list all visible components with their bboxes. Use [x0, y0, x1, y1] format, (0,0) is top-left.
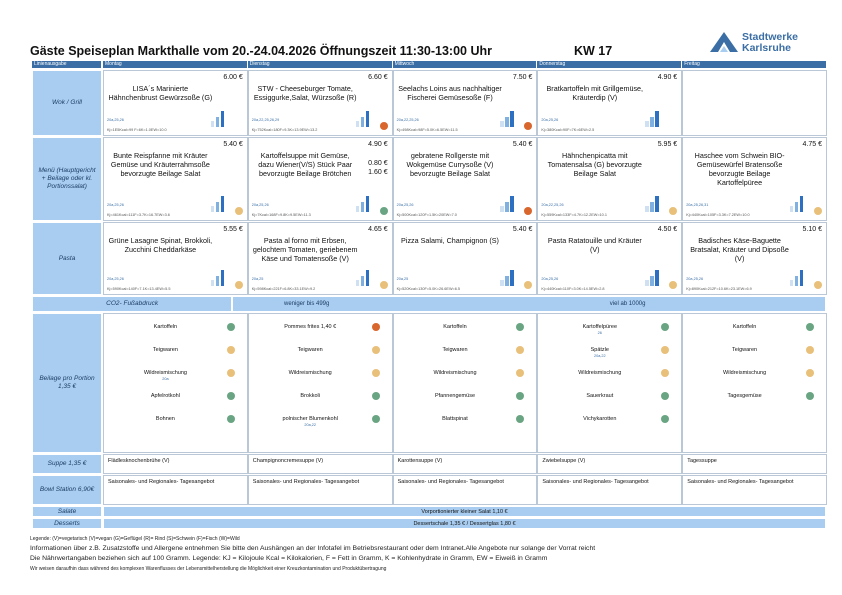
side-dish-item [538, 343, 681, 365]
nutrition-info: Kj=461Kcal=111F=3.7K=16.7EW=3.6 [107, 213, 170, 217]
beilagen-cell [103, 313, 248, 453]
bowl-text: Saisonales- und Regionales- Tagesangebot [108, 479, 215, 485]
rating-dot-icon [372, 392, 380, 400]
rating-dot-icon [235, 281, 243, 289]
side-dish-item [104, 412, 247, 434]
allergen-codes: 20a,25,26 [541, 277, 559, 281]
rating-dot-icon [814, 281, 822, 289]
co2-rating-icon [645, 196, 663, 212]
price: 5.55 € [223, 226, 243, 233]
side-dish-item [394, 389, 537, 411]
side-dish-name: Kartoffeln [153, 324, 178, 330]
side-dish-item [104, 366, 247, 388]
co2-bar [366, 270, 370, 286]
price: 4.50 € [657, 226, 678, 233]
rating-dot-icon [372, 415, 380, 423]
desserts-row [32, 518, 826, 529]
rating-dot-icon [661, 415, 669, 423]
side-dish-item [104, 343, 247, 365]
side-dish-name: Teigwaren [442, 347, 468, 353]
info-nutrition: Die Nährwertangaben beziehen sich auf 100 Gramm. Legende: KJ = Kilojoule Kcal = Kilokalorien, F = Fett in Gramm, K = Kohlenhydrate in Gramm, EW = Eiweiß in Gramm [30, 555, 548, 562]
stadtwerke-logo [708, 30, 818, 60]
co2-bar [356, 280, 360, 286]
wok-cell [248, 70, 393, 136]
side-dish-name: Wildreismischung [143, 370, 187, 376]
wok-cell [537, 70, 682, 136]
column-header-4: Freitag [682, 61, 827, 68]
bowl-text: Saisonales- und Regionales- Tagesangebot [542, 479, 649, 485]
side-dish-item [104, 389, 247, 411]
salate-row [32, 506, 826, 517]
suppe-cell [248, 454, 393, 474]
side-dish-item [249, 366, 392, 388]
side-dish-allergens: 26 [597, 331, 602, 335]
rating-dot-icon [661, 323, 669, 331]
logo-line1: Stadtwerke [742, 31, 799, 43]
column-header-0: Montag [103, 61, 248, 68]
side-dish-item [249, 320, 392, 342]
rating-dot-icon [814, 207, 822, 215]
page-title [30, 44, 613, 58]
co2-bar [510, 196, 514, 212]
co2-rating-icon [211, 270, 229, 286]
wok-cell [393, 70, 538, 136]
pasta-cell [248, 222, 393, 295]
suppe-text: Champignoncremesuppe (V) [252, 458, 324, 464]
header-row [32, 61, 826, 69]
beilagen-row [32, 313, 826, 453]
side-dish-item [538, 366, 681, 388]
column-header-1: Dienstag [248, 61, 393, 68]
rating-dot-icon [516, 369, 524, 377]
desserts-text: Dessertschale 1,35 € / Dessertglas 1,80 € [413, 521, 516, 527]
side-dish-allergens: 20a,22 [304, 423, 316, 427]
nutrition-info: Kj=380Kcal=90F=7K=6EW=2.5 [541, 128, 595, 132]
rating-dot-icon [227, 415, 235, 423]
side-dish-name: Vichykarotten [583, 416, 617, 422]
co2-bar [505, 202, 509, 212]
menu-cell [393, 137, 538, 221]
side-dish-item [683, 389, 826, 411]
side-dish-name: Spätzle [590, 347, 609, 353]
co2-bar [361, 202, 365, 212]
co2-bar [221, 111, 225, 127]
co2-bar [505, 276, 509, 286]
allergen-codes: 20a,25,26,31 [686, 203, 709, 207]
rating-dot-icon [516, 323, 524, 331]
co2-bar [211, 121, 215, 127]
beilagen-row-label: Beilage pro Portion 1,35 € [32, 313, 102, 453]
side-dish-name: Teigwaren [152, 347, 178, 353]
dish-name: Kartoffelsuppe mit Gemüse, dazu Wiener(V/S) Stück Paar bevorzugte Beilage Brötchen [258, 151, 353, 178]
menu-row [32, 137, 826, 221]
bowl-cell [103, 475, 248, 505]
suppe-cell [537, 454, 682, 474]
rating-dot-icon [524, 207, 532, 215]
dish-name: Bratkartoffeln mit Grillgemüse, Kräuterdip (V) [546, 84, 644, 102]
nutrition-info: Kj=590Kcal=140F=7.1K=13.4EW=5.5 [107, 287, 171, 291]
beilagen-cell [537, 313, 682, 453]
extra-price-single: 0.80 € [368, 160, 388, 167]
co2-bar [366, 111, 370, 127]
co2-rating-icon [645, 270, 663, 286]
side-dish-name: Pommes frites 1,40 € [284, 324, 337, 330]
rating-dot-icon [524, 281, 532, 289]
side-dish-item [394, 412, 537, 434]
co2-bar [211, 280, 215, 286]
co2-row-label: CO2- Fußabdruck [32, 296, 232, 312]
extra-price-pair: 1.60 € [368, 169, 388, 176]
co2-bar [505, 117, 509, 127]
co2-rating-icon [500, 111, 518, 127]
co2-bar [216, 202, 220, 212]
salate-text: Vorportionierter kleiner Salat 1,10 € [421, 509, 508, 515]
co2-bar [790, 280, 794, 286]
bowl-text: Saisonales- und Regionales- Tagesangebot [252, 479, 360, 485]
bowl-cell [248, 475, 393, 505]
pasta-cell [682, 222, 827, 295]
rating-dot-icon [516, 415, 524, 423]
column-header-2: Mittwoch [393, 61, 538, 68]
side-dish-name: Kartoffelpüree [582, 324, 618, 330]
nutrition-info: Kj=498Kcal=98F=5.0K=6.5EW=11.5 [396, 128, 458, 132]
co2-rating-icon [645, 111, 663, 127]
co2-bar [500, 121, 504, 127]
pasta-row-label: Pasta [32, 222, 102, 295]
nutrition-info: Kj=500Kcal=120F=1.5K=20EW=7.0 [396, 213, 457, 217]
rating-dot-icon [372, 369, 380, 377]
co2-bar [655, 196, 659, 212]
rating-dot-icon [806, 392, 814, 400]
rating-dot-icon [227, 392, 235, 400]
co2-rating-icon [356, 111, 374, 127]
price: 5.95 € [657, 141, 678, 148]
price: 5.40 € [223, 141, 243, 148]
side-dish-name: Tagesgemüse [727, 393, 762, 399]
allergen-codes: 20a,25,26 [107, 118, 124, 122]
allergen-codes: 20a,22,25,26,29 [251, 118, 280, 122]
dish-name: Haschee vom Schwein BIO-Gemüsewürfel Bratensoße bevorzugte Beilage Kartoffelpüree [694, 151, 785, 187]
price: 5.40 € [512, 141, 533, 148]
co2-rating-icon [790, 270, 808, 286]
rating-dot-icon [661, 369, 669, 377]
co2-rating-icon [356, 196, 374, 212]
side-dish-item [394, 366, 537, 388]
co2-bar [650, 117, 654, 127]
co2-bar [221, 196, 225, 212]
side-dish-item [249, 412, 392, 434]
nutrition-info: Kj=440Kcal=105F=3.3K=7.2EW=10.0 [686, 213, 750, 217]
co2-bar [790, 206, 794, 212]
rating-dot-icon [227, 369, 235, 377]
rating-dot-icon [661, 346, 669, 354]
logo-icon [708, 30, 740, 54]
rating-dot-icon [372, 323, 380, 331]
nutrition-info: Kj=7Kcal=168F=9.8K=9.5EW=11.3 [251, 213, 311, 217]
co2-bar [500, 280, 504, 286]
info-allergens: Informationen über z.B. Zusatzstoffe und Allergene entnehmen Sie bitte den Aushängen an der Infotafel im Betriebsrestaurant oder dem Intranet.Alle Angebote nur solange der Vorrat reicht [30, 545, 596, 552]
pasta-cell [103, 222, 248, 295]
side-dish-item [683, 343, 826, 365]
allergen-codes: 20a,25,26 [251, 203, 269, 207]
side-dish-item [394, 343, 537, 365]
dish-name: Badisches Käse-Baguette Bratsalat, Kräuter und Dipsoße (V) [690, 236, 789, 263]
nutrition-info: Kj=440Kcal=110F=3.0K=14.5EW=2.8 [541, 287, 605, 291]
rating-dot-icon [372, 346, 380, 354]
side-dish-allergens: 20a,22 [593, 354, 606, 358]
menu-row-label: Menü (Hauptgericht + Beilage oder kl. Portionssalat) [32, 137, 102, 221]
side-dish-name: polnischer Blumenkohl [282, 416, 338, 422]
side-dish-name: Blattspinat [442, 416, 468, 422]
week-number: KW 17 [574, 44, 613, 58]
rating-dot-icon [516, 392, 524, 400]
co2-bar [361, 117, 365, 127]
rating-dot-icon [806, 323, 814, 331]
rating-dot-icon [380, 281, 388, 289]
menu-cell [103, 137, 248, 221]
suppe-cell [393, 454, 538, 474]
pasta-cell [393, 222, 538, 295]
bowl-cell [682, 475, 827, 505]
dish-name: Hähnchenpicatta mit Tomatensalsa (G) bevorzugte Beilage Salat [547, 151, 642, 178]
side-dish-name: Kartoffeln [732, 324, 757, 330]
co2-bar [795, 276, 799, 286]
price: 5.10 € [802, 226, 822, 233]
wok-row [32, 70, 826, 136]
bowl-row [32, 475, 826, 505]
co2-rating-icon [211, 111, 229, 127]
side-dish-name: Wildreismischung [288, 370, 332, 376]
nutrition-info: Kj=890Kcal=212F=10.6K=23.1EW=6.9 [686, 287, 752, 291]
rating-dot-icon [806, 369, 814, 377]
co2-bar [361, 276, 365, 286]
side-dish-name: Wildreismischung [578, 370, 622, 376]
co2-bar [800, 196, 804, 212]
dish-name: Seelachs Loins aus nachhaltiger Fischerei Gemüsesoße (F) [398, 84, 502, 102]
co2-rating-icon [211, 196, 229, 212]
allergen-codes: 20a,25,26 [107, 277, 124, 281]
rating-dot-icon [806, 346, 814, 354]
co2-bar [645, 121, 649, 127]
suppe-row [32, 454, 826, 474]
suppe-text: Flädlesknochenbrühe (V) [108, 458, 170, 464]
price: 4.90 € [657, 74, 678, 81]
pasta-cell [537, 222, 682, 295]
side-dish-item [394, 320, 537, 342]
nutrition-info: Kj=559Kcal=133F=4.7K=12.2EW=10.1 [541, 213, 607, 217]
bowl-cell [537, 475, 682, 505]
menu-cell [248, 137, 393, 221]
co2-bar [650, 276, 654, 286]
co2-bar [655, 270, 659, 286]
co2-bar-background [232, 296, 826, 312]
bowl-text: Saisonales- und Regionales- Tagesangebot [397, 479, 504, 485]
side-dish-name: Wildreismischung [723, 370, 767, 376]
rating-dot-icon [516, 346, 524, 354]
suppe-cell [682, 454, 827, 474]
price: 4.65 € [368, 226, 388, 233]
side-dish-item [683, 320, 826, 342]
nutrition-info: Kj=520Kcal=130F=5.0K=26.6EW=6.5 [396, 287, 461, 291]
allergen-codes: 20a,22,25,26 [396, 118, 419, 122]
nutrition-info: Kj=752Kcal=180F=9.3K=13.9EW=13.2 [251, 128, 318, 132]
bowl-text: Saisonales- und Regionales- Tagesangebot [687, 479, 794, 485]
nutrition-info: Kj=1E5Kcal=99 F=6K=1.0EW=10.0 [107, 128, 167, 132]
suppe-text: Tagessuppe [687, 458, 717, 464]
menu-cell [537, 137, 682, 221]
side-dish-name: Teigwaren [732, 347, 758, 353]
co2-row [32, 296, 826, 312]
rating-dot-icon [661, 392, 669, 400]
side-dish-name: Brokkoli [300, 393, 320, 399]
allergen-codes: 20a,25,26 [686, 277, 704, 281]
co2-less-label: weniger bis 499g [283, 301, 330, 307]
dish-name: gebratene Rollgerste mit Wokgemüse Currysoße (V) bevorzugte Beilage Salat [406, 151, 494, 178]
co2-bar [645, 280, 649, 286]
co2-rating-icon [500, 270, 518, 286]
allergen-codes: 20a,25 [396, 277, 409, 281]
dish-name: Pasta Ratatouille und Kräuter (V) [547, 236, 642, 254]
side-dish-name: Sauerkraut [586, 393, 614, 399]
rating-dot-icon [380, 122, 388, 130]
salate-row-label: Salate [32, 506, 102, 517]
logo-line2: Karlsruhe [742, 42, 792, 54]
dish-name: Pizza Salami, Champignon (S) [401, 236, 499, 245]
co2-bar [510, 270, 514, 286]
price: 6.60 € [368, 74, 388, 81]
co2-bar [500, 206, 504, 212]
side-dish-item [249, 343, 392, 365]
wok-row-label: Wok / Grill [32, 70, 102, 136]
wok-cell [103, 70, 248, 136]
co2-bar [221, 270, 225, 286]
side-dish-name: Teigwaren [297, 347, 323, 353]
beilagen-cell [248, 313, 393, 453]
suppe-row-label: Suppe 1,35 € [32, 454, 102, 474]
rating-dot-icon [227, 346, 235, 354]
co2-rating-icon [790, 196, 808, 212]
side-dish-item [104, 320, 247, 342]
side-dish-name: Bohnen [155, 416, 175, 422]
side-dish-item [538, 389, 681, 411]
rating-dot-icon [380, 207, 388, 215]
suppe-text: Zwiebelsuppe (V) [542, 458, 586, 464]
allergen-codes: 20a,22,25,26 [541, 203, 564, 207]
co2-bar [216, 117, 220, 127]
desserts-row-label: Desserts [32, 518, 102, 529]
nutrition-info: Kj=598Kcal=221F=6.8K=33.1EW=9.2 [251, 287, 316, 291]
column-header-label: Linienausgabe [32, 61, 102, 68]
dish-name: STW - Cheeseburger Tomate, Essiggurke,Salat, Würzsoße (R) [253, 84, 357, 102]
column-header-3: Donnerstag [537, 61, 682, 68]
price: 4.90 € [368, 141, 388, 148]
co2-bar [510, 111, 514, 127]
side-dish-name: Kartoffeln [443, 324, 467, 330]
co2-rating-icon [356, 270, 374, 286]
info-contamination: Wir weisen daraufhin dass während des komplexen Warenflusses der Lebensmittelherstellung die Möglichkeit einer Kreuzkontamination und Produktübertragung [30, 566, 387, 572]
side-dish-item [538, 320, 681, 342]
title-text: Gäste Speiseplan Markthalle vom 20.-24.04.2026 Öffnungszeit 11:30-13:00 Uhr [30, 44, 492, 58]
dish-name: LISA´s Marinierte Hähnchenbrust Gewürzsoße (G) [108, 84, 213, 102]
co2-bar [645, 206, 649, 212]
rating-dot-icon [669, 207, 677, 215]
menu-cell [682, 137, 827, 221]
co2-bar [216, 276, 220, 286]
rating-dot-icon [669, 281, 677, 289]
co2-more-label: viel ab 1000g [609, 301, 646, 307]
salate-cell [103, 506, 826, 517]
side-dish-item [538, 412, 681, 434]
co2-bar [356, 206, 360, 212]
bowl-row-label: Bowl Station 6,90€ [32, 475, 102, 505]
beilagen-cell [682, 313, 827, 453]
price: 4.75 € [802, 141, 822, 148]
rating-dot-icon [524, 122, 532, 130]
price: 6.00 € [223, 74, 243, 81]
co2-bar [650, 202, 654, 212]
side-dish-item [683, 366, 826, 388]
co2-rating-icon [500, 196, 518, 212]
co2-bar [211, 206, 215, 212]
allergen-codes: 20a,25,26 [541, 118, 559, 122]
suppe-text: Karottensuppe (V) [397, 458, 443, 464]
price: 7.50 € [512, 74, 533, 81]
dish-name: Bunte Reispfanne mit Kräuter Gemüse und Kräuterrahmsoße bevorzugte Beilage Salat [110, 151, 210, 178]
desserts-cell [103, 518, 826, 529]
pasta-row [32, 222, 826, 295]
wok-cell [682, 70, 827, 136]
side-dish-name: Apfelrotkohl [150, 393, 180, 399]
bowl-cell [393, 475, 538, 505]
side-dish-name: Pfannengemüse [434, 393, 476, 399]
dish-name: Pasta al forno mit Erbsen, gelochtem Tomaten, geriebenem Käse und Tomatensoße (V) [252, 236, 358, 263]
side-dish-allergens: 20a [162, 377, 169, 381]
co2-bar [795, 202, 799, 212]
dish-name: Grüne Lasagne Spinat, Brokkoli, Zucchini Cheddarkäse [108, 236, 213, 254]
side-dish-item [683, 412, 826, 434]
rating-dot-icon [227, 323, 235, 331]
suppe-cell [103, 454, 248, 474]
allergen-codes: 20a,25 [251, 277, 264, 281]
co2-bar [356, 121, 360, 127]
allergen-codes: 20a,25,26 [396, 203, 414, 207]
allergen-codes: 20a,25,26 [107, 203, 124, 207]
co2-bar [655, 111, 659, 127]
price: 5.40 € [512, 226, 533, 233]
rating-dot-icon [235, 207, 243, 215]
beilagen-cell [393, 313, 538, 453]
side-dish-item [249, 389, 392, 411]
co2-bar [366, 196, 370, 212]
side-dish-name: Wildreismischung [433, 370, 477, 376]
legend-line: Legende: (V)=vegetarisch (V)=vegan (G)=Geflügel (R)= Rind (S)=Schwein (F)=Fisch (W)=Wild [30, 536, 240, 542]
co2-bar [800, 270, 804, 286]
